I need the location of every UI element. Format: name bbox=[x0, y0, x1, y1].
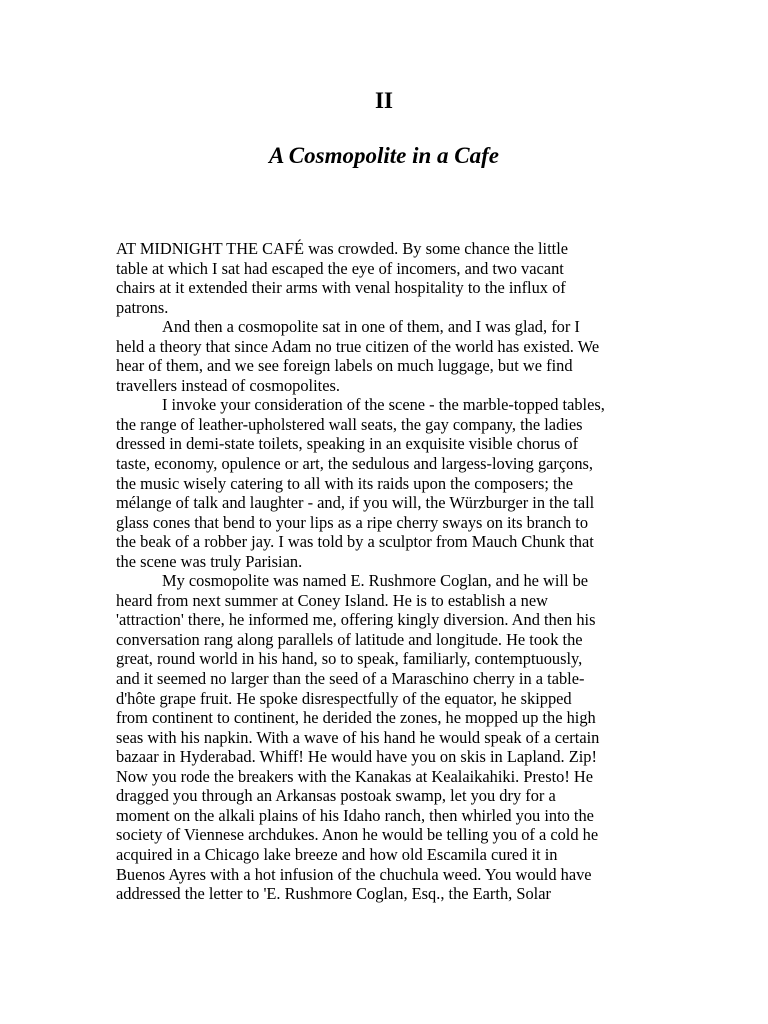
text-line: My cosmopolite was named E. Rushmore Coglan, and he will be bbox=[162, 571, 589, 591]
text-line: mélange of talk and laughter - and, if you will, the Würzburger in the tall bbox=[116, 493, 595, 513]
text-line: addressed the letter to 'E. Rushmore Coglan, Esq., the Earth, Solar bbox=[116, 884, 551, 904]
text-line: the beak of a robber jay. I was told by a sculptor from Mauch Chunk that bbox=[116, 532, 594, 552]
text-line: Buenos Ayres with a hot infusion of the chuchula weed. You would have bbox=[116, 864, 592, 884]
text-line: d'hôte grape fruit. He spoke disrespectfully of the equator, he skipped bbox=[116, 688, 572, 708]
text-line: acquired in a Chicago lake breeze and how old Escamila cured it in bbox=[116, 844, 558, 864]
text-line: Now you rode the breakers with the Kanakas at Kealaikahiki. Presto! He bbox=[116, 766, 593, 786]
text-line: great, round world in his hand, so to speak, familiarly, contemptuously, bbox=[116, 649, 583, 669]
text-line: glass cones that bend to your lips as a ripe cherry sways on its branch to bbox=[116, 512, 589, 532]
text-line: 'attraction' there, he informed me, offering kingly diversion. And then his bbox=[116, 610, 596, 630]
text-line: the music wisely catering to all with its raids upon the composers; the bbox=[116, 473, 574, 493]
chapter-title: A Cosmopolite in a Cafe bbox=[268, 143, 500, 168]
text-line: AT MIDNIGHT THE CAFÉ was crowded. By some chance the little bbox=[116, 239, 569, 258]
text-line: hear of them, and we see foreign labels on much luggage, but we find bbox=[116, 356, 573, 376]
text-line: conversation rang along parallels of latitude and longitude. He took the bbox=[116, 629, 583, 649]
text-line: and it seemed no larger than the seed of a Maraschino cherry in a table- bbox=[116, 669, 585, 689]
text-line: heard from next summer at Coney Island. He is to establish a new bbox=[116, 590, 548, 610]
chapter-number: II bbox=[375, 88, 393, 113]
text-line: table at which I sat had escaped the eye of incomers, and two vacant bbox=[116, 258, 564, 278]
text-line: taste, economy, opulence or art, the sedulous and largess-loving garçons, bbox=[116, 454, 594, 474]
text-line: I invoke your consideration of the scene - the marble-topped tables, bbox=[162, 395, 605, 415]
text-line: dressed in demi-state toilets, speaking in an exquisite visible chorus of bbox=[116, 434, 579, 454]
text-line: patrons. bbox=[116, 297, 169, 317]
text-line: And then a cosmopolite sat in one of them, and I was glad, for I bbox=[162, 317, 580, 337]
text-line: travellers instead of cosmopolites. bbox=[116, 375, 340, 395]
text-line: held a theory that since Adam no true citizen of the world has existed. We bbox=[116, 336, 600, 356]
text-line: dragged you through an Arkansas postoak swamp, let you dry for a bbox=[116, 786, 556, 806]
text-line: seas with his napkin. With a wave of his hand he would speak of a certain bbox=[116, 727, 600, 747]
text-line: chairs at it extended their arms with venal hospitality to the influx of bbox=[116, 278, 566, 298]
text-line: bazaar in Hyderabad. Whiff! He would have you on skis in Lapland. Zip! bbox=[116, 747, 597, 767]
text-line: society of Viennese archdukes. Anon he would be telling you of a cold he bbox=[116, 825, 599, 845]
text-line: the scene was truly Parisian. bbox=[116, 551, 303, 571]
chapter-body-text bbox=[116, 239, 652, 904]
text-line: moment on the alkali plains of his Idaho ranch, then whirled you into the bbox=[116, 805, 594, 825]
text-line: from continent to continent, he derided the zones, he mopped up the high bbox=[116, 708, 596, 728]
text-line: the range of leather-upholstered wall seats, the gay company, the ladies bbox=[116, 414, 583, 434]
